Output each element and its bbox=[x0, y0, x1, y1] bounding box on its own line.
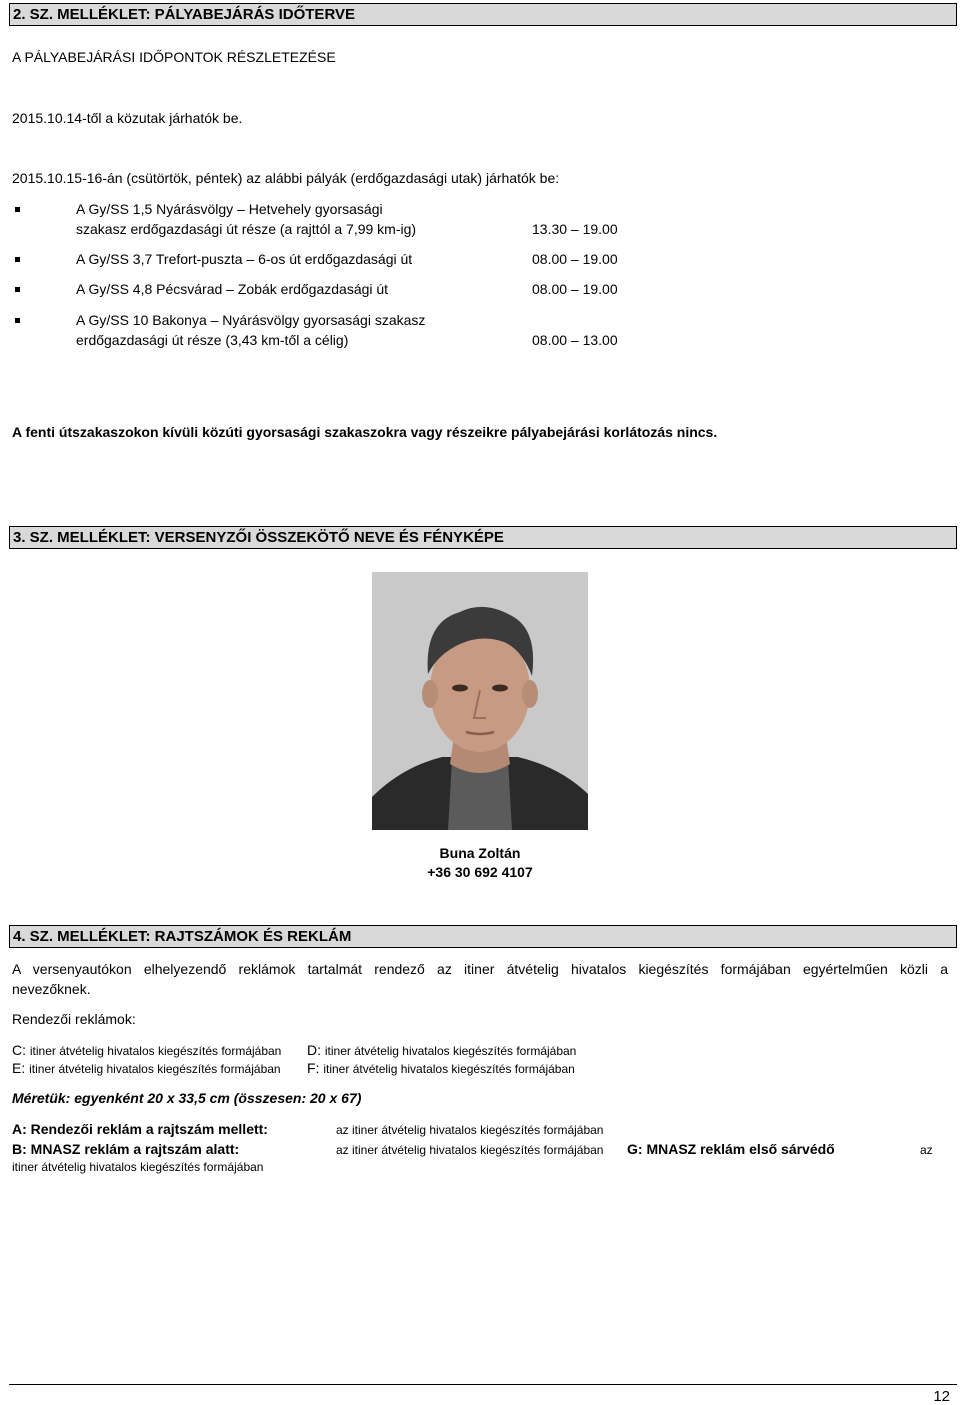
ad-c-text: itiner átvételig hivatalos kiegészítés formájában bbox=[29, 1044, 282, 1058]
ad-e-label: E: bbox=[12, 1060, 26, 1076]
stage-3-line-1: A Gy/SS 4,8 Pécsvárad – Zobák erdőgazdasági út bbox=[76, 281, 389, 297]
section-2-note: A fenti útszakaszokon kívüli közúti gyorsasági szakaszokra vagy részeikre pályabejárási korlátozás nincs. bbox=[12, 424, 718, 440]
ad-size: Méretük: egyenként 20 x 33,5 cm (összesen: 20 x 67) bbox=[12, 1090, 362, 1106]
ad-d-row bbox=[307, 1042, 576, 1058]
ad-f-label: F: bbox=[307, 1060, 320, 1076]
rendezoi-label: Rendezői reklámok: bbox=[12, 1011, 136, 1027]
liaison-photo bbox=[372, 572, 588, 830]
liaison-name: Buna Zoltán bbox=[439, 845, 521, 861]
ad-c-row bbox=[12, 1042, 281, 1058]
ad-a-label: A: Rendezői reklám a rajtszám mellett: bbox=[12, 1121, 268, 1137]
ad-g-label: G: MNASZ reklám első sárvédő bbox=[627, 1141, 835, 1157]
liaison-phone: +36 30 692 4107 bbox=[427, 864, 533, 880]
section-2-line-1: 2015.10.14-től a közutak járhatók be. bbox=[12, 110, 243, 126]
stage-4-time: 08.00 – 13.00 bbox=[532, 332, 618, 348]
footer-rule bbox=[9, 1384, 957, 1385]
ad-d-text: itiner átvételig hivatalos kiegészítés formájában bbox=[324, 1044, 577, 1058]
bullet-icon bbox=[15, 318, 20, 323]
stage-1-time: 13.30 – 19.00 bbox=[532, 221, 618, 237]
ad-g-az: az bbox=[920, 1143, 933, 1157]
ad-b-label: B: MNASZ reklám a rajtszám alatt: bbox=[12, 1141, 240, 1157]
bullet-icon bbox=[15, 257, 20, 262]
ad-g-text: itiner átvételig hivatalos kiegészítés formájában bbox=[12, 1160, 264, 1174]
bullet-icon bbox=[15, 207, 20, 212]
ad-c-label: C: bbox=[12, 1042, 26, 1058]
section-2-heading: 2. SZ. MELLÉKLET: PÁLYABEJÁRÁS IDŐTERVE bbox=[9, 3, 957, 26]
section-2-line-2: 2015.10.15-16-án (csütörtök, péntek) az alábbi pályák (erdőgazdasági utak) járhatók be: bbox=[12, 170, 560, 186]
stage-2-line-1: A Gy/SS 3,7 Trefort-puszta – 6-os út erdőgazdasági út bbox=[76, 251, 413, 267]
ad-e-text: itiner átvételig hivatalos kiegészítés formájában bbox=[29, 1062, 281, 1076]
portrait-image bbox=[372, 572, 588, 830]
section-4-paragraph-line-1: A versenyautókon elhelyezendő reklámok tartalmát rendező az itiner átvételig hivatalos kiegészítés formájában egyértelműen közli a bbox=[12, 961, 948, 977]
ad-b-text: az itiner átvételig hivatalos kiegészítés formájában bbox=[336, 1143, 604, 1157]
stage-4-line-1: A Gy/SS 10 Bakonya – Nyárásvölgy gyorsasági szakasz bbox=[76, 312, 426, 328]
ad-f-row bbox=[307, 1060, 575, 1076]
bullet-icon bbox=[15, 287, 20, 292]
stage-3-time: 08.00 – 19.00 bbox=[532, 281, 618, 297]
section-4-paragraph-line-2: nevezőknek. bbox=[12, 981, 91, 997]
ad-d-label: D: bbox=[307, 1042, 321, 1058]
ad-a-text: az itiner átvételig hivatalos kiegészítés formájában bbox=[336, 1123, 604, 1137]
section-3-heading: 3. SZ. MELLÉKLET: VERSENYZŐI ÖSSZEKÖTŐ NEVE ÉS FÉNYKÉPE bbox=[9, 526, 957, 549]
page-number: 12 bbox=[933, 1388, 950, 1405]
stage-2-time: 08.00 – 19.00 bbox=[532, 251, 618, 267]
ad-f-text: itiner átvételig hivatalos kiegészítés formájában bbox=[323, 1062, 575, 1076]
section-2-subheading: A PÁLYABEJÁRÁSI IDŐPONTOK RÉSZLETEZÉSE bbox=[12, 49, 336, 65]
section-4-heading: 4. SZ. MELLÉKLET: RAJTSZÁMOK ÉS REKLÁM bbox=[9, 925, 957, 948]
ad-e-row bbox=[12, 1060, 281, 1076]
stage-1-line-1: A Gy/SS 1,5 Nyárásvölgy – Hetvehely gyorsasági bbox=[76, 201, 383, 217]
stage-1-line-2: szakasz erdőgazdasági út része (a rajttól a 7,99 km-ig) bbox=[76, 221, 417, 237]
stage-4-line-2: erdőgazdasági út része (3,43 km-től a célig) bbox=[76, 332, 349, 348]
